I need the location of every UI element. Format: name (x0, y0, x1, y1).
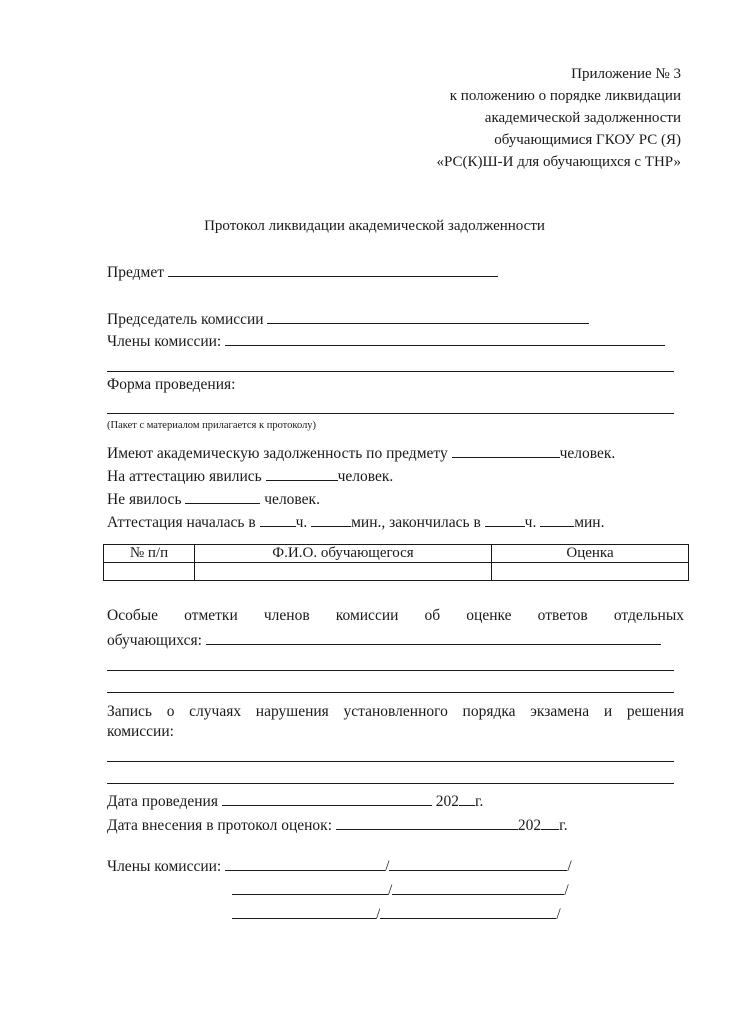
signature-2-name-field[interactable] (392, 880, 564, 895)
signatures-label: Члены комиссии: (107, 858, 222, 875)
signature-3-field[interactable] (232, 904, 376, 919)
end-min-field[interactable] (540, 512, 574, 527)
col-number: № п/п (104, 545, 195, 563)
slash-2b: / (564, 882, 569, 899)
protocol-title: Протокол ликвидации академической задолженности (204, 218, 545, 234)
signature-row-2 (232, 880, 569, 900)
appendix-line-4: обучающимися ГКОУ РС (Я) (494, 132, 681, 148)
absent-count-field[interactable] (185, 489, 260, 504)
signature-3-name-field[interactable] (380, 904, 556, 919)
cell-name[interactable] (195, 563, 492, 581)
debt-people-label: человек. (559, 445, 616, 462)
remarks-label: обучающихся: (107, 632, 202, 649)
absent-label: Не явилось (107, 491, 182, 508)
students-table (103, 544, 689, 581)
form-label: Форма проведения: (107, 376, 236, 393)
violations-text-1: Запись о случаях нарушения установленного порядка экзамена и решения (107, 703, 684, 720)
start-min-field[interactable] (311, 512, 351, 527)
slash-2: / (388, 882, 393, 899)
form-field[interactable] (107, 413, 674, 414)
members-row (107, 331, 665, 351)
held-year-unit: г. (474, 793, 484, 810)
end-hour-field[interactable] (485, 512, 525, 527)
signature-1-name-field[interactable] (389, 856, 567, 871)
remarks-row (107, 630, 661, 650)
appeared-row (107, 466, 393, 486)
cell-number[interactable] (104, 563, 195, 581)
remarks-field[interactable] (206, 630, 661, 645)
end-min-unit: мин. (574, 514, 605, 531)
appendix-line-2: к положению о порядке ликвидации (449, 88, 681, 104)
held-year-prefix: 202 (435, 793, 459, 810)
subject-row (107, 262, 498, 282)
slash-1b: / (567, 858, 572, 875)
entered-date-field[interactable] (336, 815, 518, 830)
appendix-line-3: академической задолженности (484, 110, 681, 126)
held-year-field[interactable] (459, 791, 475, 806)
table-header-row (104, 545, 689, 563)
members-label: Члены комиссии: (107, 333, 222, 350)
signature-2-field[interactable] (232, 880, 388, 895)
signature-row-3 (232, 904, 561, 924)
time-row (107, 512, 604, 532)
table-row (104, 563, 689, 581)
entered-year-unit: г. (559, 817, 568, 834)
remarks-line-2[interactable] (107, 670, 674, 671)
appeared-people-label: человек. (337, 468, 394, 485)
start-hour-unit: ч. (295, 514, 308, 531)
remarks-text-1: Особые отметки членов комиссии об оценке ответов отдельных (107, 607, 684, 624)
subject-field[interactable] (168, 262, 498, 277)
members-extra-line[interactable] (107, 371, 674, 372)
violations-line-1[interactable] (107, 761, 674, 762)
debt-count-field[interactable] (452, 443, 560, 458)
held-date-row (107, 791, 483, 811)
violations-line-2[interactable] (107, 783, 674, 784)
signature-1-field[interactable] (225, 856, 385, 871)
col-grade: Оценка (492, 545, 689, 563)
debt-label: Имеют академическую задолженность по предмету (107, 445, 448, 462)
remarks-line-3[interactable] (107, 692, 674, 693)
signature-row-1 (107, 856, 572, 876)
slash-1: / (385, 858, 390, 875)
chairman-label: Председатель комиссии (107, 311, 264, 328)
held-date-label: Дата проведения (107, 793, 218, 810)
violations-label: комиссии: (107, 723, 174, 740)
end-label: мин., закончилась в (351, 514, 481, 531)
chairman-field[interactable] (267, 309, 589, 324)
package-note: (Пакет с материалом прилагается к протоколу) (107, 420, 317, 431)
appendix-line-5: «РС(К)Ш-И для обучающихся с ТНР» (436, 154, 681, 170)
absent-row (107, 489, 320, 509)
end-hour-unit: ч. (524, 514, 537, 531)
cell-grade[interactable] (492, 563, 689, 581)
absent-people-label: человек. (264, 491, 320, 508)
chairman-row (107, 309, 589, 329)
members-field[interactable] (225, 331, 665, 346)
appeared-count-field[interactable] (266, 466, 338, 481)
slash-3: / (376, 906, 381, 923)
start-hour-field[interactable] (260, 512, 296, 527)
col-name: Ф.И.О. обучающегося (195, 545, 492, 563)
slash-3b: / (556, 906, 561, 923)
start-label: Аттестация началась в (107, 514, 256, 531)
entered-year-prefix: 202 (517, 817, 542, 834)
held-date-field[interactable] (222, 791, 432, 806)
entered-year-field[interactable] (541, 815, 559, 830)
appendix-number: Приложение № 3 (571, 66, 681, 82)
entered-date-label: Дата внесения в протокол оценок: (107, 817, 332, 834)
debt-row (107, 443, 615, 463)
entered-date-row (107, 815, 568, 835)
appeared-label: На аттестацию явились (107, 468, 262, 485)
subject-label: Предмет (107, 264, 164, 281)
